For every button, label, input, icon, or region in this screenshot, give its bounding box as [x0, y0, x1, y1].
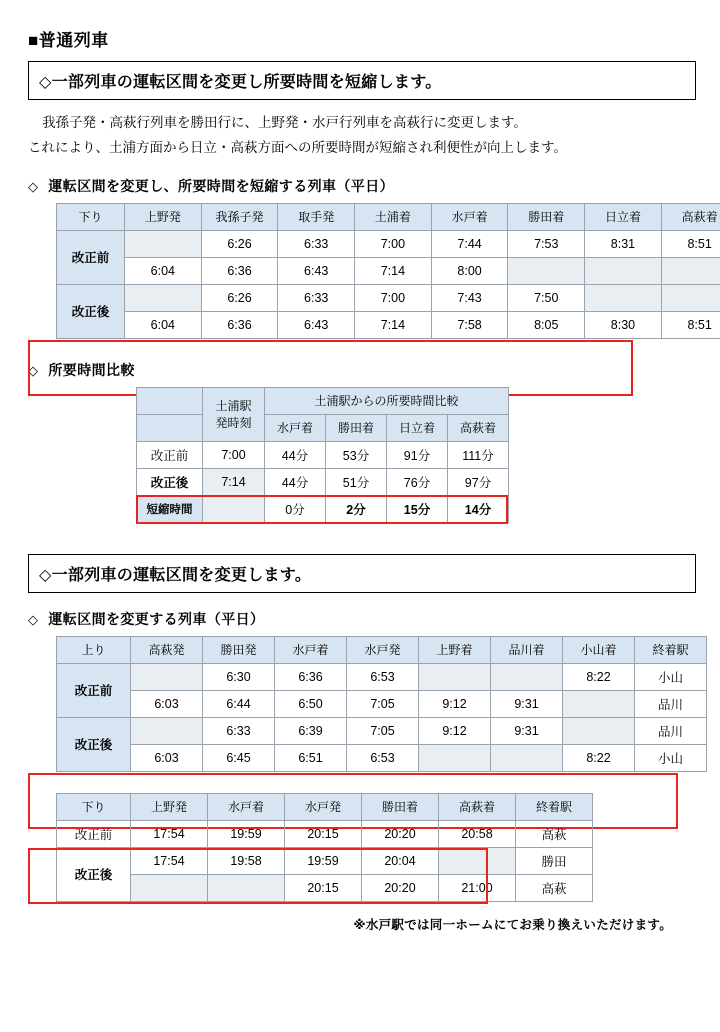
th-ueno: 上野着 — [419, 636, 491, 663]
th-empty-2 — [137, 414, 203, 441]
cell: 19:58 — [208, 847, 285, 874]
cell: 14分 — [448, 495, 509, 522]
cell — [208, 874, 285, 901]
cell — [439, 847, 516, 874]
cell — [491, 663, 563, 690]
table-weekday-shortened — [56, 203, 720, 339]
table-time-comparison — [136, 387, 509, 523]
th-hitachi: 日立着 — [387, 414, 448, 441]
table-row — [57, 284, 720, 311]
spacer — [28, 777, 696, 793]
table-header-row — [57, 203, 720, 230]
cell: 7:50 — [508, 284, 585, 311]
th-takahagi: 高萩着 — [439, 793, 516, 820]
cell: 21:00 — [439, 874, 516, 901]
subheading-time-comparison: ◇ 所要時間比較 — [28, 361, 135, 378]
table-row — [57, 744, 707, 771]
table2-wrapper — [28, 387, 509, 523]
cell: 8:05 — [508, 311, 585, 338]
table4-wrapper — [28, 793, 593, 902]
cell: 6:39 — [275, 717, 347, 744]
th-katsuta: 勝田発 — [203, 636, 275, 663]
table-row — [57, 311, 720, 338]
th-terminal: 終着駅 — [635, 636, 707, 663]
row-label-saved: 短縮時間 — [137, 495, 203, 522]
th-direction: 下り — [57, 203, 125, 230]
th-line1: 土浦駅 — [215, 399, 252, 414]
cell — [585, 284, 662, 311]
cell — [563, 717, 635, 744]
cell: 9:31 — [491, 717, 563, 744]
cell — [131, 663, 203, 690]
cell: 20:20 — [362, 874, 439, 901]
table-row — [57, 874, 593, 901]
cell: 6:50 — [275, 690, 347, 717]
cell: 53分 — [326, 441, 387, 468]
cell: 19:59 — [285, 847, 362, 874]
cell: 6:36 — [275, 663, 347, 690]
th-direction: 上り — [57, 636, 131, 663]
table-subheader-row — [137, 414, 509, 441]
cell: 6:30 — [203, 663, 275, 690]
cell — [131, 874, 208, 901]
cell: 7:05 — [347, 690, 419, 717]
cell: 6:26 — [201, 284, 278, 311]
cell: 76分 — [387, 468, 448, 495]
th-mito-depart: 水戸発 — [285, 793, 362, 820]
th-katsuta: 勝田着 — [508, 203, 585, 230]
cell: 51分 — [326, 468, 387, 495]
spacer — [28, 528, 696, 554]
th-line2: 発時刻 — [215, 416, 252, 431]
cell: 6:26 — [201, 230, 278, 257]
cell: 8:22 — [563, 744, 635, 771]
th-katsuta: 勝田着 — [362, 793, 439, 820]
cell: 91分 — [387, 441, 448, 468]
footnote: ※水戸駅では同一ホームにてお乗り換えいただけます。 — [353, 917, 672, 932]
table-row — [137, 495, 509, 522]
cell — [661, 284, 720, 311]
cell: 9:31 — [491, 690, 563, 717]
subheading-trains-shortened: ◇ 運転区間を変更し、所要時間を短縮する列車（平日） — [28, 177, 395, 194]
cell: 20:15 — [285, 820, 362, 847]
cell: 0分 — [265, 495, 326, 522]
cell: 44分 — [265, 441, 326, 468]
cell: 7:00 — [355, 284, 432, 311]
cell: 7:14 — [355, 257, 432, 284]
cell: 7:44 — [431, 230, 508, 257]
th-abiko: 我孫子発 — [201, 203, 278, 230]
cell: 7:58 — [431, 311, 508, 338]
th-shinagawa: 品川着 — [491, 636, 563, 663]
table-row — [57, 717, 707, 744]
cell: 44分 — [265, 468, 326, 495]
cell: 高萩 — [516, 874, 593, 901]
diamond-bullet-icon: ◇ — [28, 611, 39, 627]
cell: 111分 — [448, 441, 509, 468]
th-tsuchiura-departure — [203, 387, 265, 441]
row-label-after: 改正後 — [137, 468, 203, 495]
cell: 小山 — [635, 663, 707, 690]
cell: 8:22 — [563, 663, 635, 690]
table-header-row — [137, 387, 509, 414]
cell: 7:14 — [203, 468, 265, 495]
th-toride: 取手発 — [278, 203, 355, 230]
table1-wrapper — [28, 203, 720, 339]
cell: 7:00 — [203, 441, 265, 468]
cell: 6:43 — [278, 311, 355, 338]
cell: 20:15 — [285, 874, 362, 901]
cell: 7:43 — [431, 284, 508, 311]
table-row — [137, 468, 509, 495]
banner-route-change-section: ◇一部列車の運転区間を変更します。 — [28, 554, 696, 593]
cell: 6:04 — [125, 257, 202, 284]
table-row — [137, 441, 509, 468]
th-takahagi: 高萩着 — [448, 414, 509, 441]
cell: 8:51 — [661, 311, 720, 338]
cell: 8:51 — [661, 230, 720, 257]
cell — [203, 495, 265, 522]
table-evening-route-change-down — [56, 793, 593, 902]
th-terminal: 終着駅 — [516, 793, 593, 820]
th-mito-arrive: 水戸着 — [275, 636, 347, 663]
table-header-row — [57, 793, 593, 820]
cell: 20:04 — [362, 847, 439, 874]
cell — [491, 744, 563, 771]
table-row — [57, 820, 593, 847]
cell: 7:00 — [355, 230, 432, 257]
cell: 勝田 — [516, 847, 593, 874]
cell — [419, 744, 491, 771]
row-label-before: 改正前 — [57, 230, 125, 284]
cell: 9:12 — [419, 717, 491, 744]
cell: 15分 — [387, 495, 448, 522]
cell: 品川 — [635, 690, 707, 717]
cell: 6:44 — [203, 690, 275, 717]
table-row — [57, 690, 707, 717]
page-title: ■普通列車 — [28, 31, 109, 50]
cell: 高萩 — [516, 820, 593, 847]
table-row — [57, 257, 720, 284]
row-label-before: 改正前 — [137, 441, 203, 468]
table3-wrapper — [28, 636, 707, 772]
cell: 19:59 — [208, 820, 285, 847]
cell: 6:33 — [203, 717, 275, 744]
row-label-after: 改正後 — [57, 717, 131, 771]
cell: 6:03 — [131, 690, 203, 717]
th-direction: 下り — [57, 793, 131, 820]
subheading-route-change: ◇ 運転区間を変更する列車（平日） — [28, 610, 265, 627]
th-mito: 水戸着 — [431, 203, 508, 230]
cell — [585, 257, 662, 284]
cell: 6:33 — [278, 284, 355, 311]
th-ueno: 上野発 — [131, 793, 208, 820]
cell — [419, 663, 491, 690]
cell — [125, 284, 202, 311]
cell: 6:43 — [278, 257, 355, 284]
paragraph-2: これにより、土浦方面から日立・高萩方面への所要時間が短縮され利便性が向上します。 — [28, 139, 567, 155]
paragraph-1: 我孫子発・高萩行列車を勝田行に、上野発・水戸行列車を高萩行に変更します。 — [42, 115, 527, 130]
th-mito-depart: 水戸発 — [347, 636, 419, 663]
th-takahagi: 高萩着 — [661, 203, 720, 230]
cell: 2分 — [326, 495, 387, 522]
th-ueno: 上野発 — [125, 203, 202, 230]
cell: 6:53 — [347, 744, 419, 771]
th-tsuchiura: 土浦着 — [355, 203, 432, 230]
th-comparison-span: 土浦駅からの所要時間比較 — [265, 387, 509, 414]
cell: 97分 — [448, 468, 509, 495]
cell: 8:30 — [585, 311, 662, 338]
cell: 20:58 — [439, 820, 516, 847]
cell — [131, 717, 203, 744]
cell: 6:53 — [347, 663, 419, 690]
cell: 6:33 — [278, 230, 355, 257]
cell: 品川 — [635, 717, 707, 744]
cell: 6:45 — [203, 744, 275, 771]
th-takahagi: 高萩発 — [131, 636, 203, 663]
cell — [563, 690, 635, 717]
cell: 6:36 — [201, 311, 278, 338]
row-label-after: 改正後 — [57, 847, 131, 901]
th-oyama: 小山着 — [563, 636, 635, 663]
cell — [508, 257, 585, 284]
table-row — [57, 663, 707, 690]
th-mito-arrive: 水戸着 — [208, 793, 285, 820]
cell: 7:53 — [508, 230, 585, 257]
th-hitachi: 日立着 — [585, 203, 662, 230]
cell: 6:04 — [125, 311, 202, 338]
th-katsuta: 勝田着 — [326, 414, 387, 441]
table-row — [57, 847, 593, 874]
th-empty — [137, 387, 203, 414]
table-row — [57, 230, 720, 257]
diamond-bullet-icon: ◇ — [28, 362, 39, 378]
cell: 7:05 — [347, 717, 419, 744]
cell: 6:36 — [201, 257, 278, 284]
cell: 6:51 — [275, 744, 347, 771]
table-weekday-route-change-up — [56, 636, 707, 772]
cell: 小山 — [635, 744, 707, 771]
cell: 9:12 — [419, 690, 491, 717]
banner-change-section: ◇一部列車の運転区間を変更し所要時間を短縮します。 — [28, 61, 696, 100]
diamond-bullet-icon: ◇ — [28, 178, 39, 194]
cell: 8:31 — [585, 230, 662, 257]
cell: 6:03 — [131, 744, 203, 771]
cell: 8:00 — [431, 257, 508, 284]
cell: 20:20 — [362, 820, 439, 847]
cell: 17:54 — [131, 847, 208, 874]
row-label-before: 改正前 — [57, 820, 131, 847]
row-label-before: 改正前 — [57, 663, 131, 717]
cell — [125, 230, 202, 257]
th-mito: 水戸着 — [265, 414, 326, 441]
row-label-after: 改正後 — [57, 284, 125, 338]
cell: 7:14 — [355, 311, 432, 338]
table-header-row — [57, 636, 707, 663]
cell — [661, 257, 720, 284]
cell: 17:54 — [131, 820, 208, 847]
